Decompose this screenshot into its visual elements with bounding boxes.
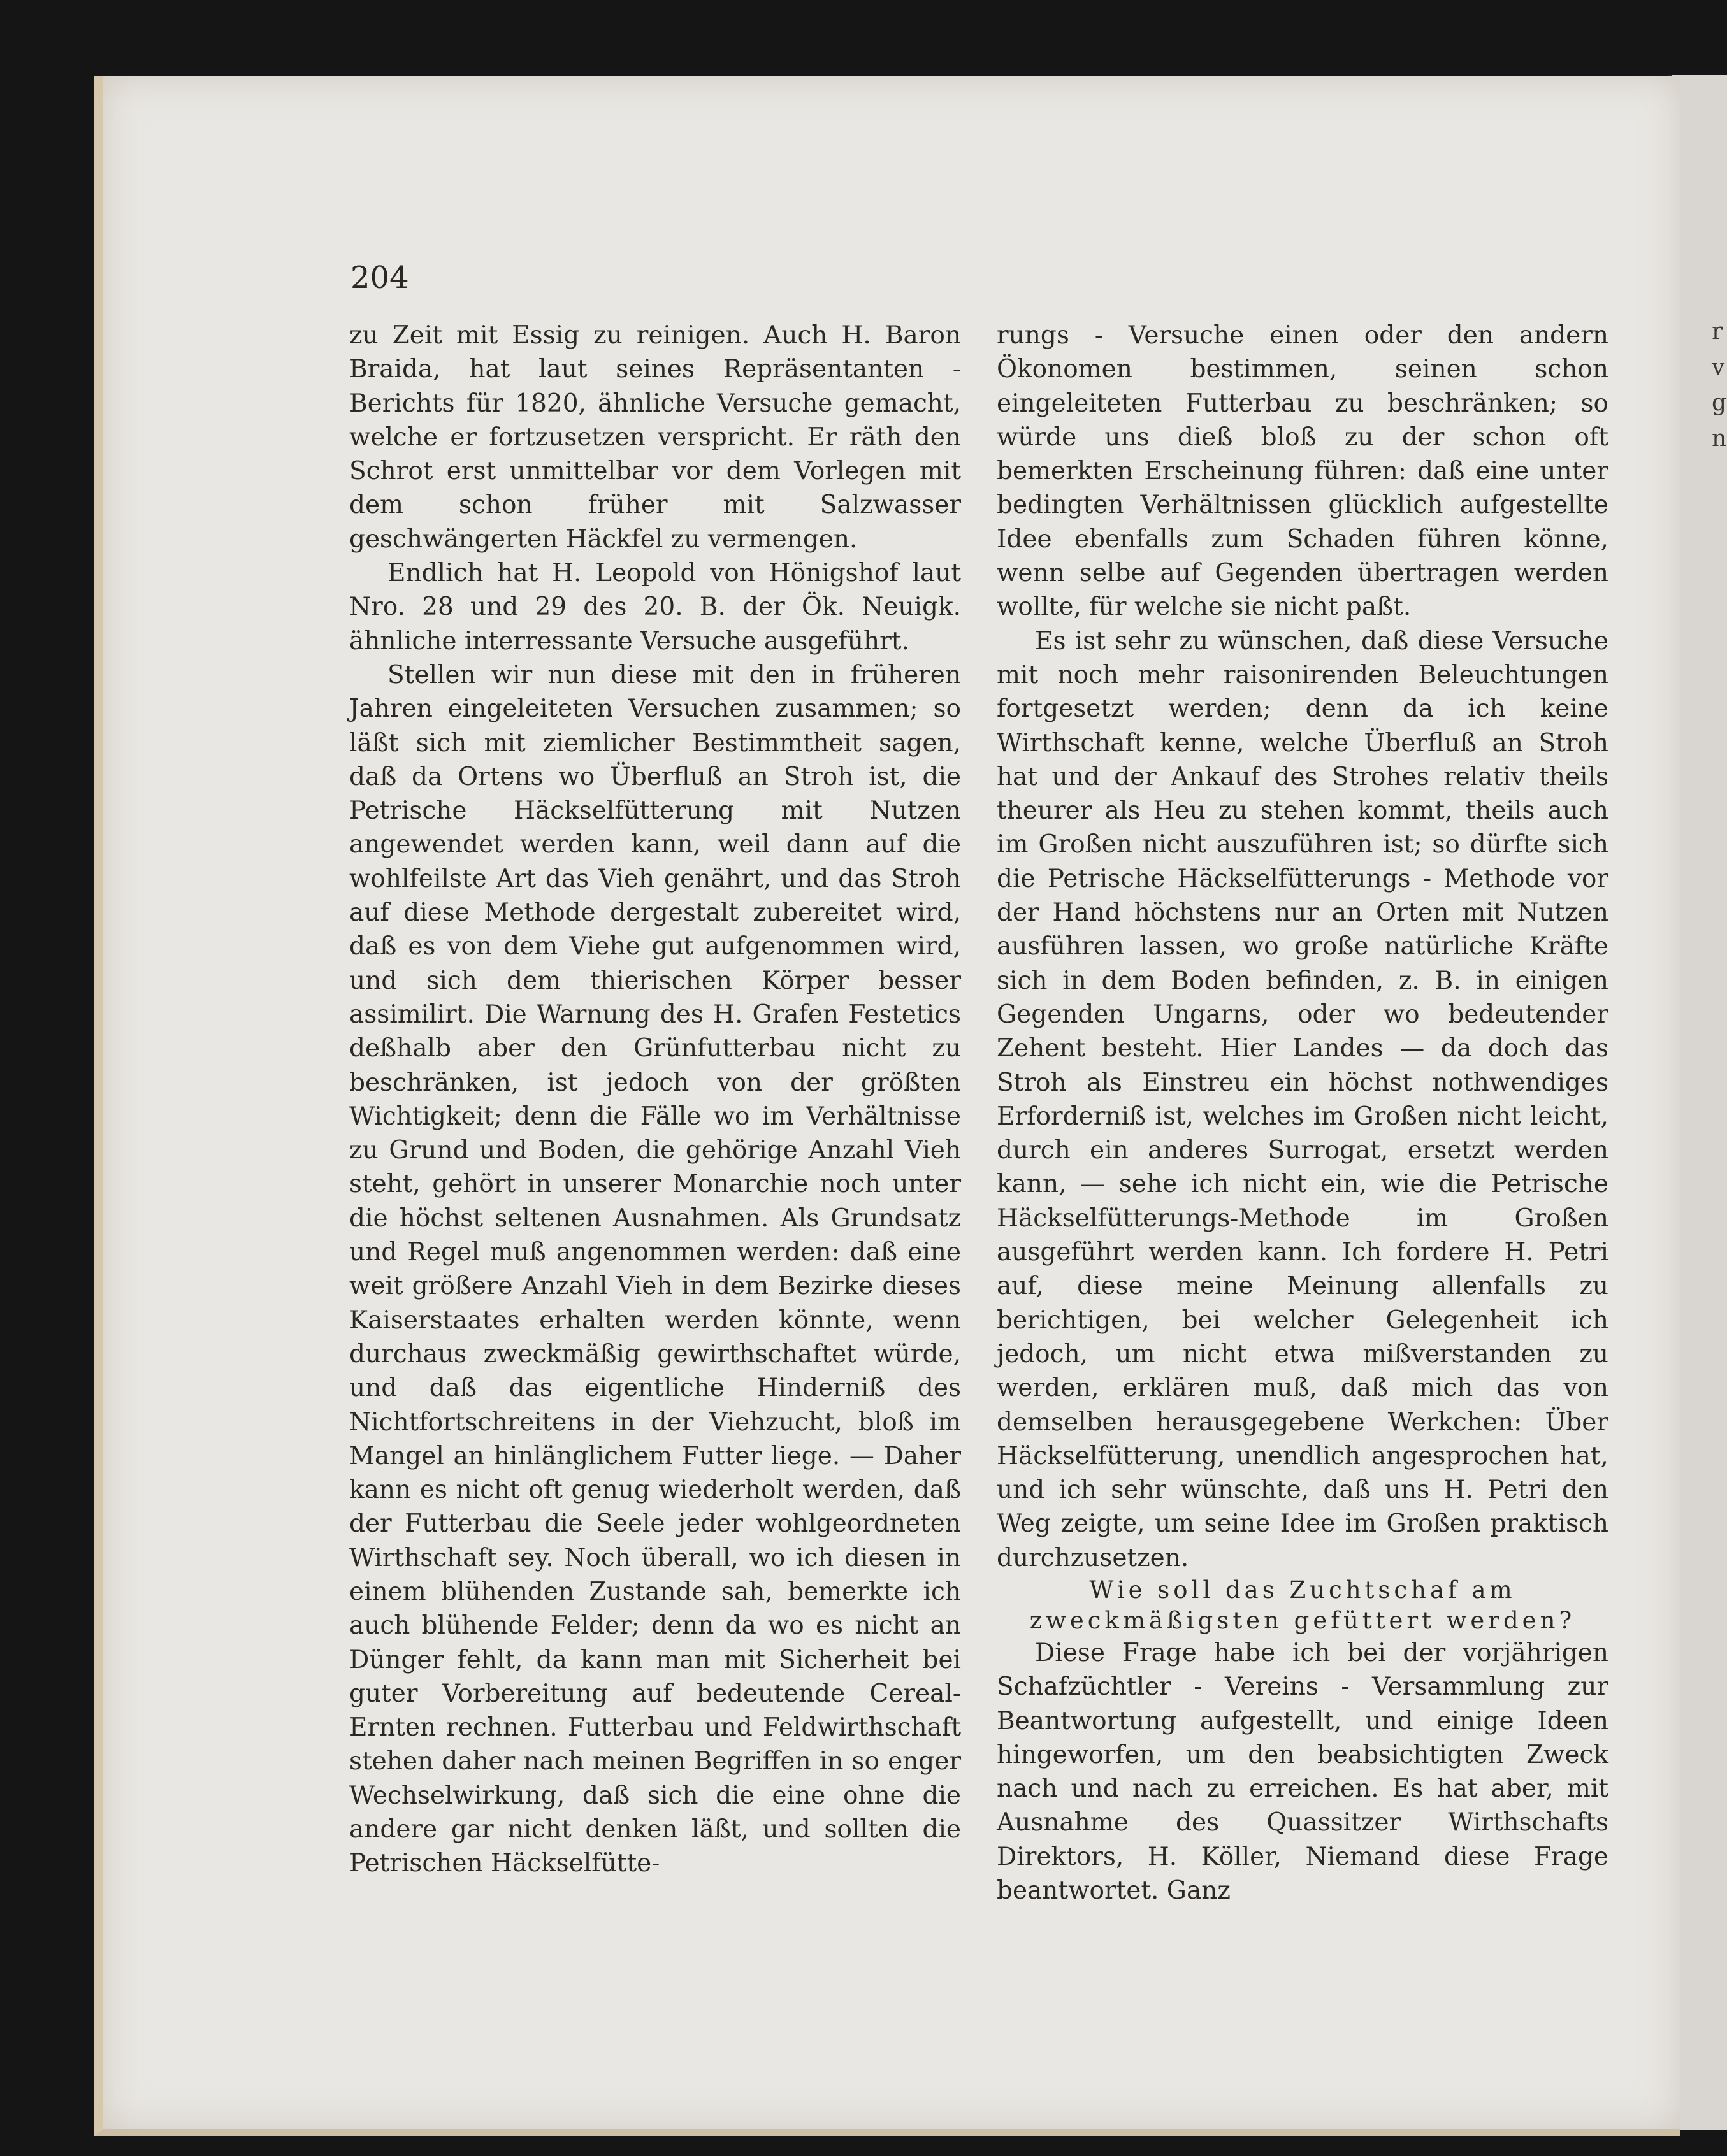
paragraph: Endlich hat H. Leopold von Hönigshof laut Nro. 28 und 29 des 20. B. der Ök. Neuigk. ähnliche interressante Versuche ausgeführt. [349,559,961,656]
right-column [997,319,1608,1908]
paragraph: zu Zeit mit Essig zu reinigen. Auch H. Baron Braida, hat laut seines Repräsentanten - Berichts für 1820, ähnliche Versuche gemacht, welche er fortzusetzen verspricht. Er räth den Schrot erst unmittelbar vor dem Vorlegen mit dem schon früher mit Salzwasser geschwängerten Häckfel zu vermengen. [349,321,961,554]
page-number: 204 [350,260,409,296]
next-page-fragment: n [1712,426,1727,452]
next-page-fragment: r [1712,319,1723,345]
paragraph: Es ist sehr zu wünschen, daß diese Versuche mit noch mehr raisonirenden Beleuchtungen fortgesetzt werden; denn da ich keine Wirthschaft kenne, welche Überfluß an Stroh hat und der Ankauf des Strohes relativ theils theurer als Heu zu stehen kommt, theils auch im Großen nicht auszuführen ist; so dürfte sich die Petrische Häckselfütterungs - Methode vor der Hand höchstens nur an Orten mit Nutzen ausführen lassen, wo große natürliche Kräfte sich in dem Boden befinden, z. B. in einigen Gegenden Ungarns, oder wo bedeutender Zehent besteht. Hier Landes — da doch das Stroh als Einstreu ein höchst nothwendiges Erforderniß ist, welches im Großen nicht leicht, durch ein anderes Surrogat, ersetzt werden kann, — sehe ich nicht ein, wie die Petrische Häckselfütterungs-Methode im Großen ausgeführt werden kann. Ich fordere H. Petri auf, diese meine Meinung allenfalls zu berichtigen, bei welcher Gelegenheit ich jedoch, um nicht etwa mißverstanden zu werden, erklären muß, daß mich das von demselben herausgegebene Werkchen: Über Häckselfütterung, unendlich angesprochen hat, und ich sehr wünschte, daß uns H. Petri den Weg zeigte, um seine Idee im Großen praktisch durchzusetzen. [997,626,1608,1572]
paragraph: rungs - Versuche einen oder den andern Ökonomen bestimmen, seinen schon eingeleiteten Futterbau zu beschränken; so würde uns dieß bloß zu der schon oft bemerkten Erscheinung führen: daß eine unter bedingten Verhältnissen glücklich aufgestellte Idee ebenfalls zum Schaden führen könne, wenn selbe auf Gegenden übertragen werden wollte, für welche sie nicht paßt. [997,321,1608,622]
next-page-fragment: v [1712,354,1725,380]
paragraph: Diese Frage habe ich bei der vorjährigen Schafzüchtler - Vereins - Versammlung zur Beantwortung aufgestellt, und einige Ideen hingeworfen, um den beabsichtigten Zweck nach und nach zu erreichen. Es hat aber, mit Ausnahme des Quassitzer Wirthschafts Direktors, H. Köller, Niemand diese Frage beantwortet. Ganz [997,1638,1608,1906]
paragraph: Stellen wir nun diese mit den in früheren Jahren eingeleiteten Versuchen zusammen; so läßt sich mit ziemlicher Bestimmtheit sagen, daß da Ortens wo Überfluß an Stroh ist, die Petrische Häckselfütterung mit Nutzen angewendet werden kann, weil dann auf die wohlfeilste Art das Vieh genährt, und das Stroh auf diese Methode dergestalt zubereitet wird, daß es von dem Viehe gut aufgenommen wird, und sich dem thierischen Körper besser assimilirt. Die Warnung des H. Grafen Festetics deßhalb aber den Grünfutterbau nicht zu beschränken, ist jedoch von der größten Wichtigkeit; denn die Fälle wo im Verhältnisse zu Grund und Boden, die gehörige Anzahl Vieh steht, gehört in unserer Monarchie noch unter die höchst seltenen Ausnahmen. Als Grundsatz und Regel muß angenommen werden: daß eine weit größere Anzahl Vieh in dem Bezirke dieses Kaiserstaates erhalten werden könnte, wenn durchaus zweckmäßig gewirthschaftet würde, und daß das eigentliche Hinderniß des Nichtfortschreitens in der Viehzucht, bloß im Mangel an hinlänglichem Futter liege. — Daher kann es nicht oft genug wiederholt werden, daß der Futterbau die Seele jeder wohlgeordneten Wirthschaft sey. Noch überall, wo ich diesen in einem blühenden Zustande sah, bemerkte ich auch blühende Felder; denn da wo es nicht an Dünger fehlt, da kann man mit Sicherheit bei guter Vorbereitung auf bedeutende Cereal-Ernten rechnen. Futterbau und Feldwirthschaft stehen daher nach meinen Begriffen in so enger Wechselwirkung, daß sich die eine ohne die andere gar nicht denken läßt, und sollten die Petrischen Häckselfütte- [349,660,961,1878]
section-heading: Wie soll das Zuchtschaf am zweckmäßigsten gefüttert werden? [1029,1576,1576,1634]
left-column [349,319,961,1881]
next-page-fragment: g [1712,390,1727,416]
